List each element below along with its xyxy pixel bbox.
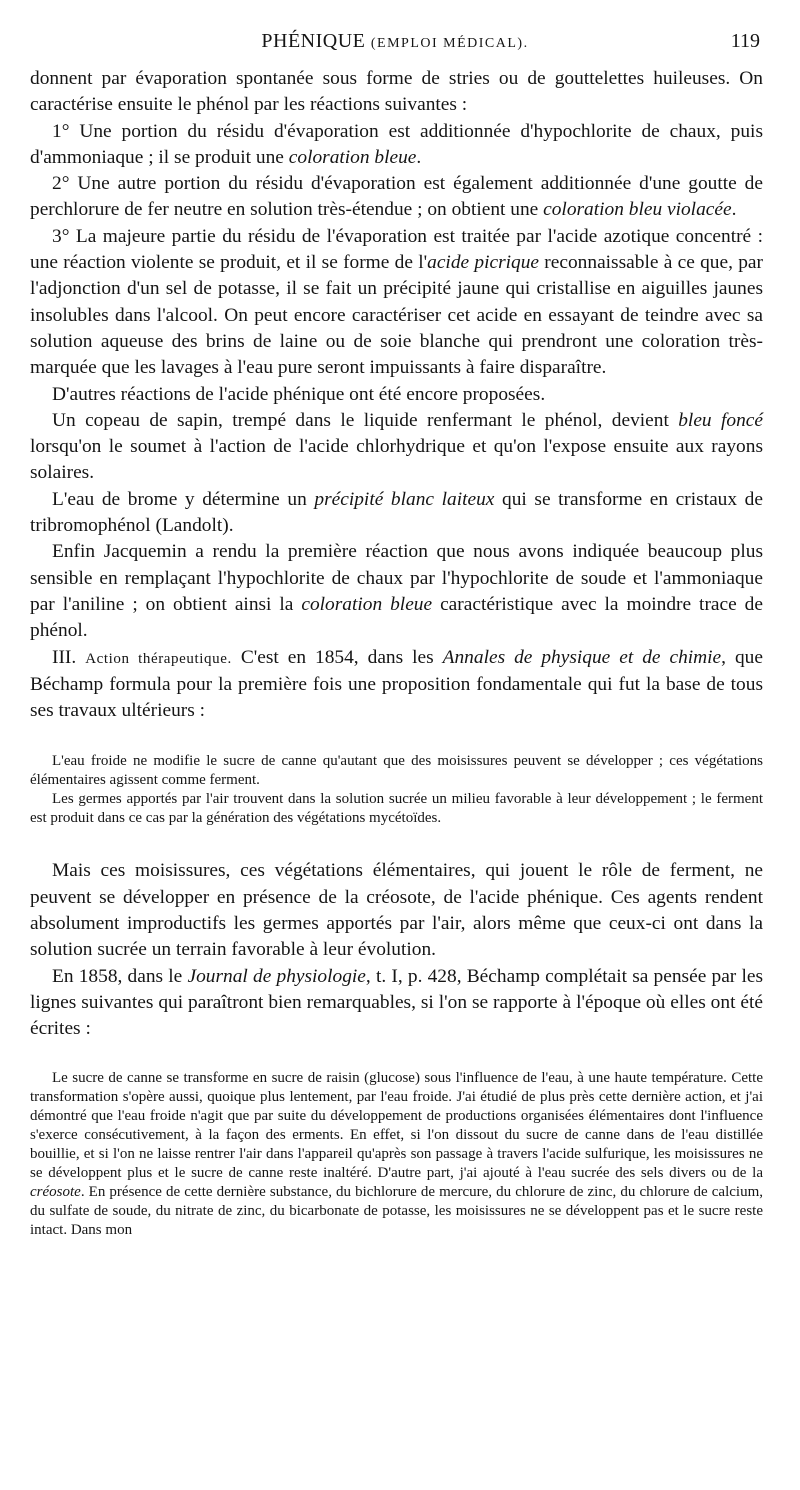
paragraph-8: Enfin Jacquemin a rendu la première réaction que nous avons indiquée beaucoup plus sensible en remplaçant l'hypochlorite de chaux par l'hypochlorite de soude et l'ammoniaque par l'aniline ; on obtient ainsi la coloration bleue caractéristique avec la moindre trace de phénol. — [30, 541, 763, 642]
quotation-1-line-2: Les germes apportés par l'air trouvent dans la solution sucrée un milieu favorable à leur développement ; le ferment est produit dans ce cas par la génération des végétations mycétoïdes. — [30, 791, 763, 827]
paragraph-6: Un copeau de sapin, trempé dans le liquide renfermant le phénol, devient bleu foncé lorsqu'on le soumet à l'action de l'acide chlorhydrique et qu'on l'expose ensuite aux rayons solaires. — [30, 409, 763, 484]
paragraph-2: 1° Une portion du résidu d'évaporation est additionnée d'hypochlorite de chaux, puis d'ammoniaque ; il se produit une coloration bleue. — [30, 120, 763, 168]
paragraph-10: Mais ces moisissures, ces végétations élémentaires, qui jouent le rôle de ferment, ne peuvent se développer en présence de la créosote, de l'acide phénique. Ces agents rendent absolument improductifs les germes apportés par l'air, alors même que ceux-ci ont dans la solution sucrée un terrain favorable à leur évolution. — [30, 860, 763, 961]
paragraph-3: 2° Une autre portion du résidu d'évaporation est également additionnée d'une goutte de perchlorure de fer neutre en solution très-étendue ; on obtient une coloration bleu violacée. — [30, 173, 763, 221]
running-title — [30, 30, 760, 53]
paragraph-1: donnent par évaporation spontanée sous forme de stries ou de gouttelettes huileuses. On caractérise ensuite le phénol par les réactions suivantes : — [30, 68, 763, 116]
running-header — [30, 30, 760, 56]
paragraph-11: En 1858, dans le Journal de physiologie, t. I, p. 428, Béchamp complétait sa pensée par les lignes suivantes qui paraîtront bien remarquables, si l'on se rapporte à l'époque où elles ont été écrites : — [30, 965, 763, 1040]
main-text — [30, 66, 763, 1240]
page-number: 119 — [730, 30, 760, 52]
quotation-2-text: Le sucre de canne se transforme en sucre de raisin (glucose) sous l'influence de l'eau, à une haute température. Cette transformation s'opère aussi, quoique plus lentement, par l'eau froide. J'ai étudié de plus près cette dernière action, et j'ai démontré que l'eau froide n'agit que par suite du développement de productions organisées élémentaires dont l'influence s'exerce consécutivement, à la façon des erments. En effet, si l'on dissout du sucre de canne dans de l'eau distillée bouillie, et si l'on ne laisse rentrer l'air dans l'appareil qu'après son passage à travers l'acide sulfurique, les moisissures ne se développent plus et le sucre de canne reste inaltéré. D'autre part, j'ai ajouté à l'eau sucrée des sels divers ou de la créosote. En présence de cette dernière substance, du bichlorure de mercure, du chlorure de zinc, du chlorure de calcium, du sulfate de soude, du nitrate de zinc, du bicarbonate de potasse, les moisissures ne se développent pas et le sucre reste intact. Dans mon — [30, 1069, 763, 1238]
quotation-2 — [30, 1043, 763, 1240]
paragraph-5: D'autres réactions de l'acide phénique ont été encore proposées. — [52, 383, 546, 405]
quotation-1 — [30, 724, 763, 858]
running-title-sub: (EMPLOI MÉDICAL). — [370, 36, 529, 51]
quotation-1-line-1: L'eau froide ne modifie le sucre de canne qu'autant que des moisissures peuvent se développer ; ces végétations élémentaires agissent comme ferment. — [30, 753, 763, 789]
paragraph-7: L'eau de brome y détermine un précipité blanc laiteux qui se transforme en cristaux de tribromophénol (Landolt). — [30, 488, 763, 537]
section-therapeutic-action: III. Action thérapeutique. C'est en 1854, dans les Annales de physique et de chimie, que Béchamp formula pour la première fois une proposition fondamentale qui fut la base de tous ses travaux ultérieurs : — [30, 646, 763, 722]
section-heading: Action thérapeutique. — [85, 650, 232, 667]
paragraph-4: 3° La majeure partie du résidu de l'évaporation est traitée par l'acide azotique concentré : une réaction violente se produit, et il se forme de l'acide picrique reconnaissable à ce que, par l'adjonction d'un sel de potasse, il se fait un précipité jaune qui cristallise en aiguilles jaunes insolubles dans l'alcool. On peut encore caractériser cet acide en essayant de teindre avec sa solution aqueuse des brins de laine ou de soie blanche qui prendront une coloration très-marquée que les lavages à l'eau pure seront impuissants à faire disparaître. — [30, 225, 763, 379]
running-title-main: PHÉNIQUE — [261, 30, 366, 52]
